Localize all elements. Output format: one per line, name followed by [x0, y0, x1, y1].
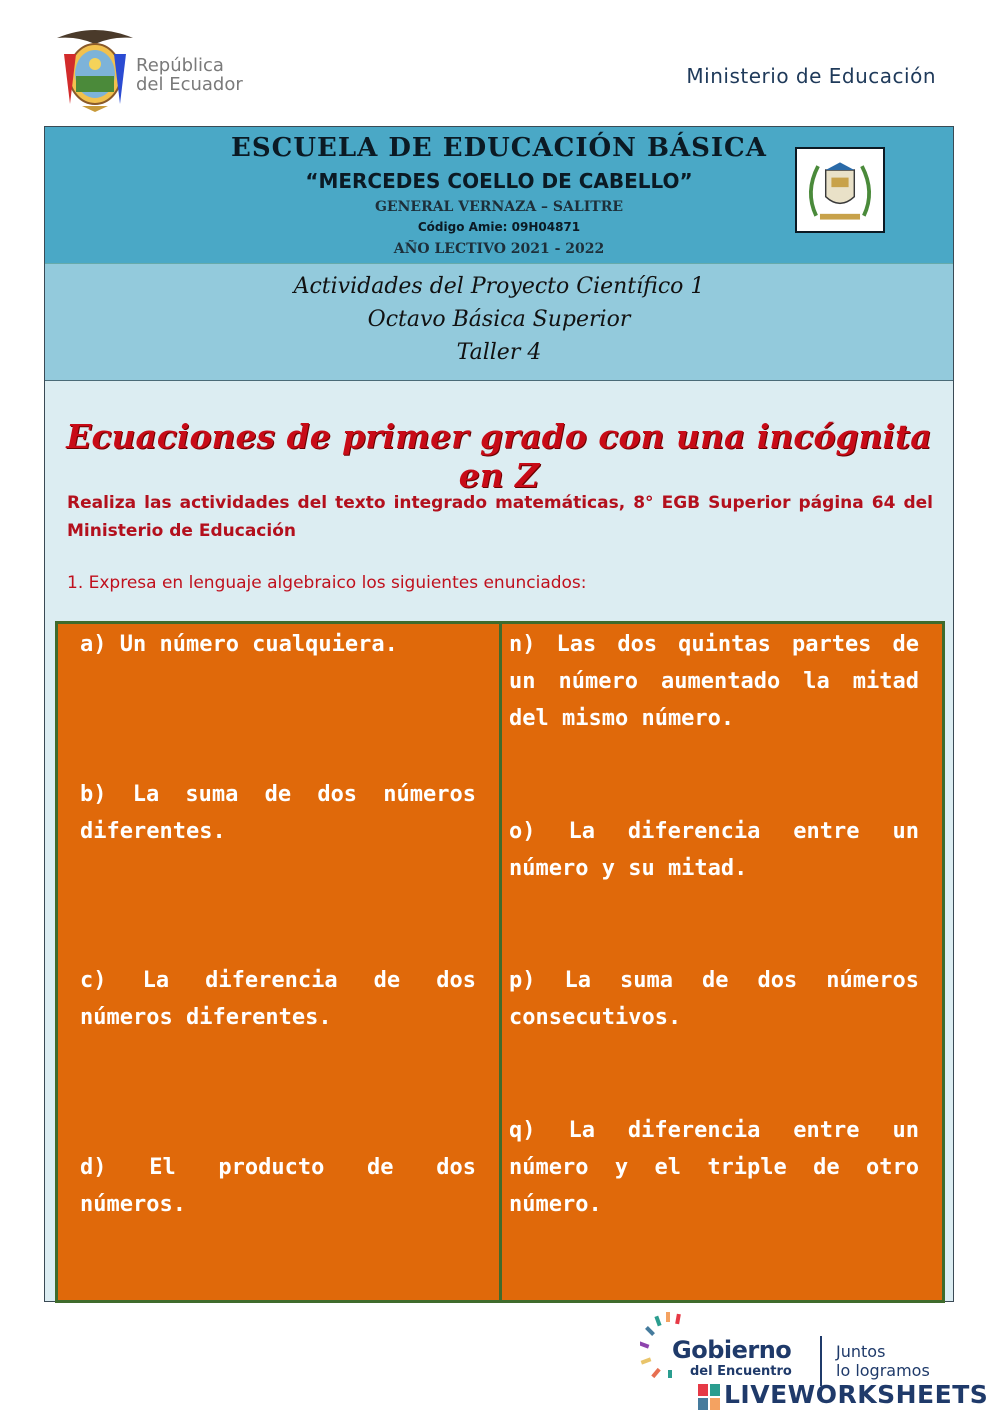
- ministry-name: Ministerio de Educación: [686, 64, 936, 88]
- school-year: AÑO LECTIVO 2021 - 2022: [393, 241, 605, 257]
- exercise-item-a: a) Un número cualquiera.: [80, 632, 398, 657]
- government-slogan: [836, 1342, 930, 1380]
- exercise-item-d: d) El producto de dos números.: [80, 1155, 476, 1217]
- exercise-item-n: n) Las dos quintas partes de un número aumentado la mitad del mismo número.: [509, 632, 919, 731]
- exercise-table: [55, 621, 945, 1303]
- liveworksheets-brand[interactable]: LIVEWORKSHEETS: [724, 1380, 989, 1409]
- exercise-item-p: p) La suma de dos números consecutivos.: [509, 968, 919, 1030]
- school-header-band: [45, 127, 953, 263]
- school-quote-name: “MERCEDES COELLO DE CABELLO”: [305, 169, 693, 193]
- school-location: GENERAL VERNAZA – SALITRE: [374, 199, 624, 215]
- workshop-number: Taller 4: [456, 340, 542, 365]
- slogan-line-2: lo logramos: [836, 1361, 930, 1380]
- exercise-item-b: b) La suma de dos números diferentes.: [80, 782, 476, 844]
- exercise-item-q: q) La diferencia entre un número y el triple de otro número.: [509, 1118, 919, 1217]
- worksheet-sheet: [44, 126, 954, 1302]
- coat-of-arms-icon: [52, 24, 138, 114]
- page-header: [0, 0, 1000, 120]
- instructions-text: Realiza las actividades del texto integrado matemáticas, 8° EGB Superior página 64 del Ministerio de Educación: [67, 493, 933, 541]
- government-subtitle: del Encuentro: [690, 1364, 792, 1379]
- republic-label: [136, 56, 243, 94]
- school-name: ESCUELA DE EDUCACIÓN BÁSICA: [231, 133, 767, 163]
- column-divider: [499, 624, 502, 1300]
- footer-separator: [820, 1336, 822, 1386]
- school-code: Código Amie: 09H04871: [417, 220, 581, 234]
- project-title: Actividades del Proyecto Científico 1: [293, 274, 705, 299]
- project-band: [45, 263, 953, 381]
- republic-line-1: República: [136, 55, 224, 76]
- page-footer: [0, 1302, 1000, 1413]
- government-title: Gobierno: [672, 1336, 792, 1364]
- exercise-item-o: o) La diferencia entre un número y su mitad.: [509, 819, 919, 881]
- grade-level: Octavo Básica Superior: [367, 307, 631, 332]
- liveworksheets-logo-icon: [698, 1384, 720, 1410]
- school-logo-icon: [795, 147, 885, 233]
- worksheet-title: Ecuaciones de primer grado con una incógnita en Z: [66, 417, 932, 495]
- slogan-line-1: Juntos: [836, 1342, 886, 1361]
- exercise-item-c: c) La diferencia de dos números diferentes.: [80, 968, 476, 1030]
- question-prompt: 1. Expresa en lenguaje algebraico los siguientes enunciados:: [67, 573, 587, 593]
- republic-line-2: del Ecuador: [136, 74, 243, 95]
